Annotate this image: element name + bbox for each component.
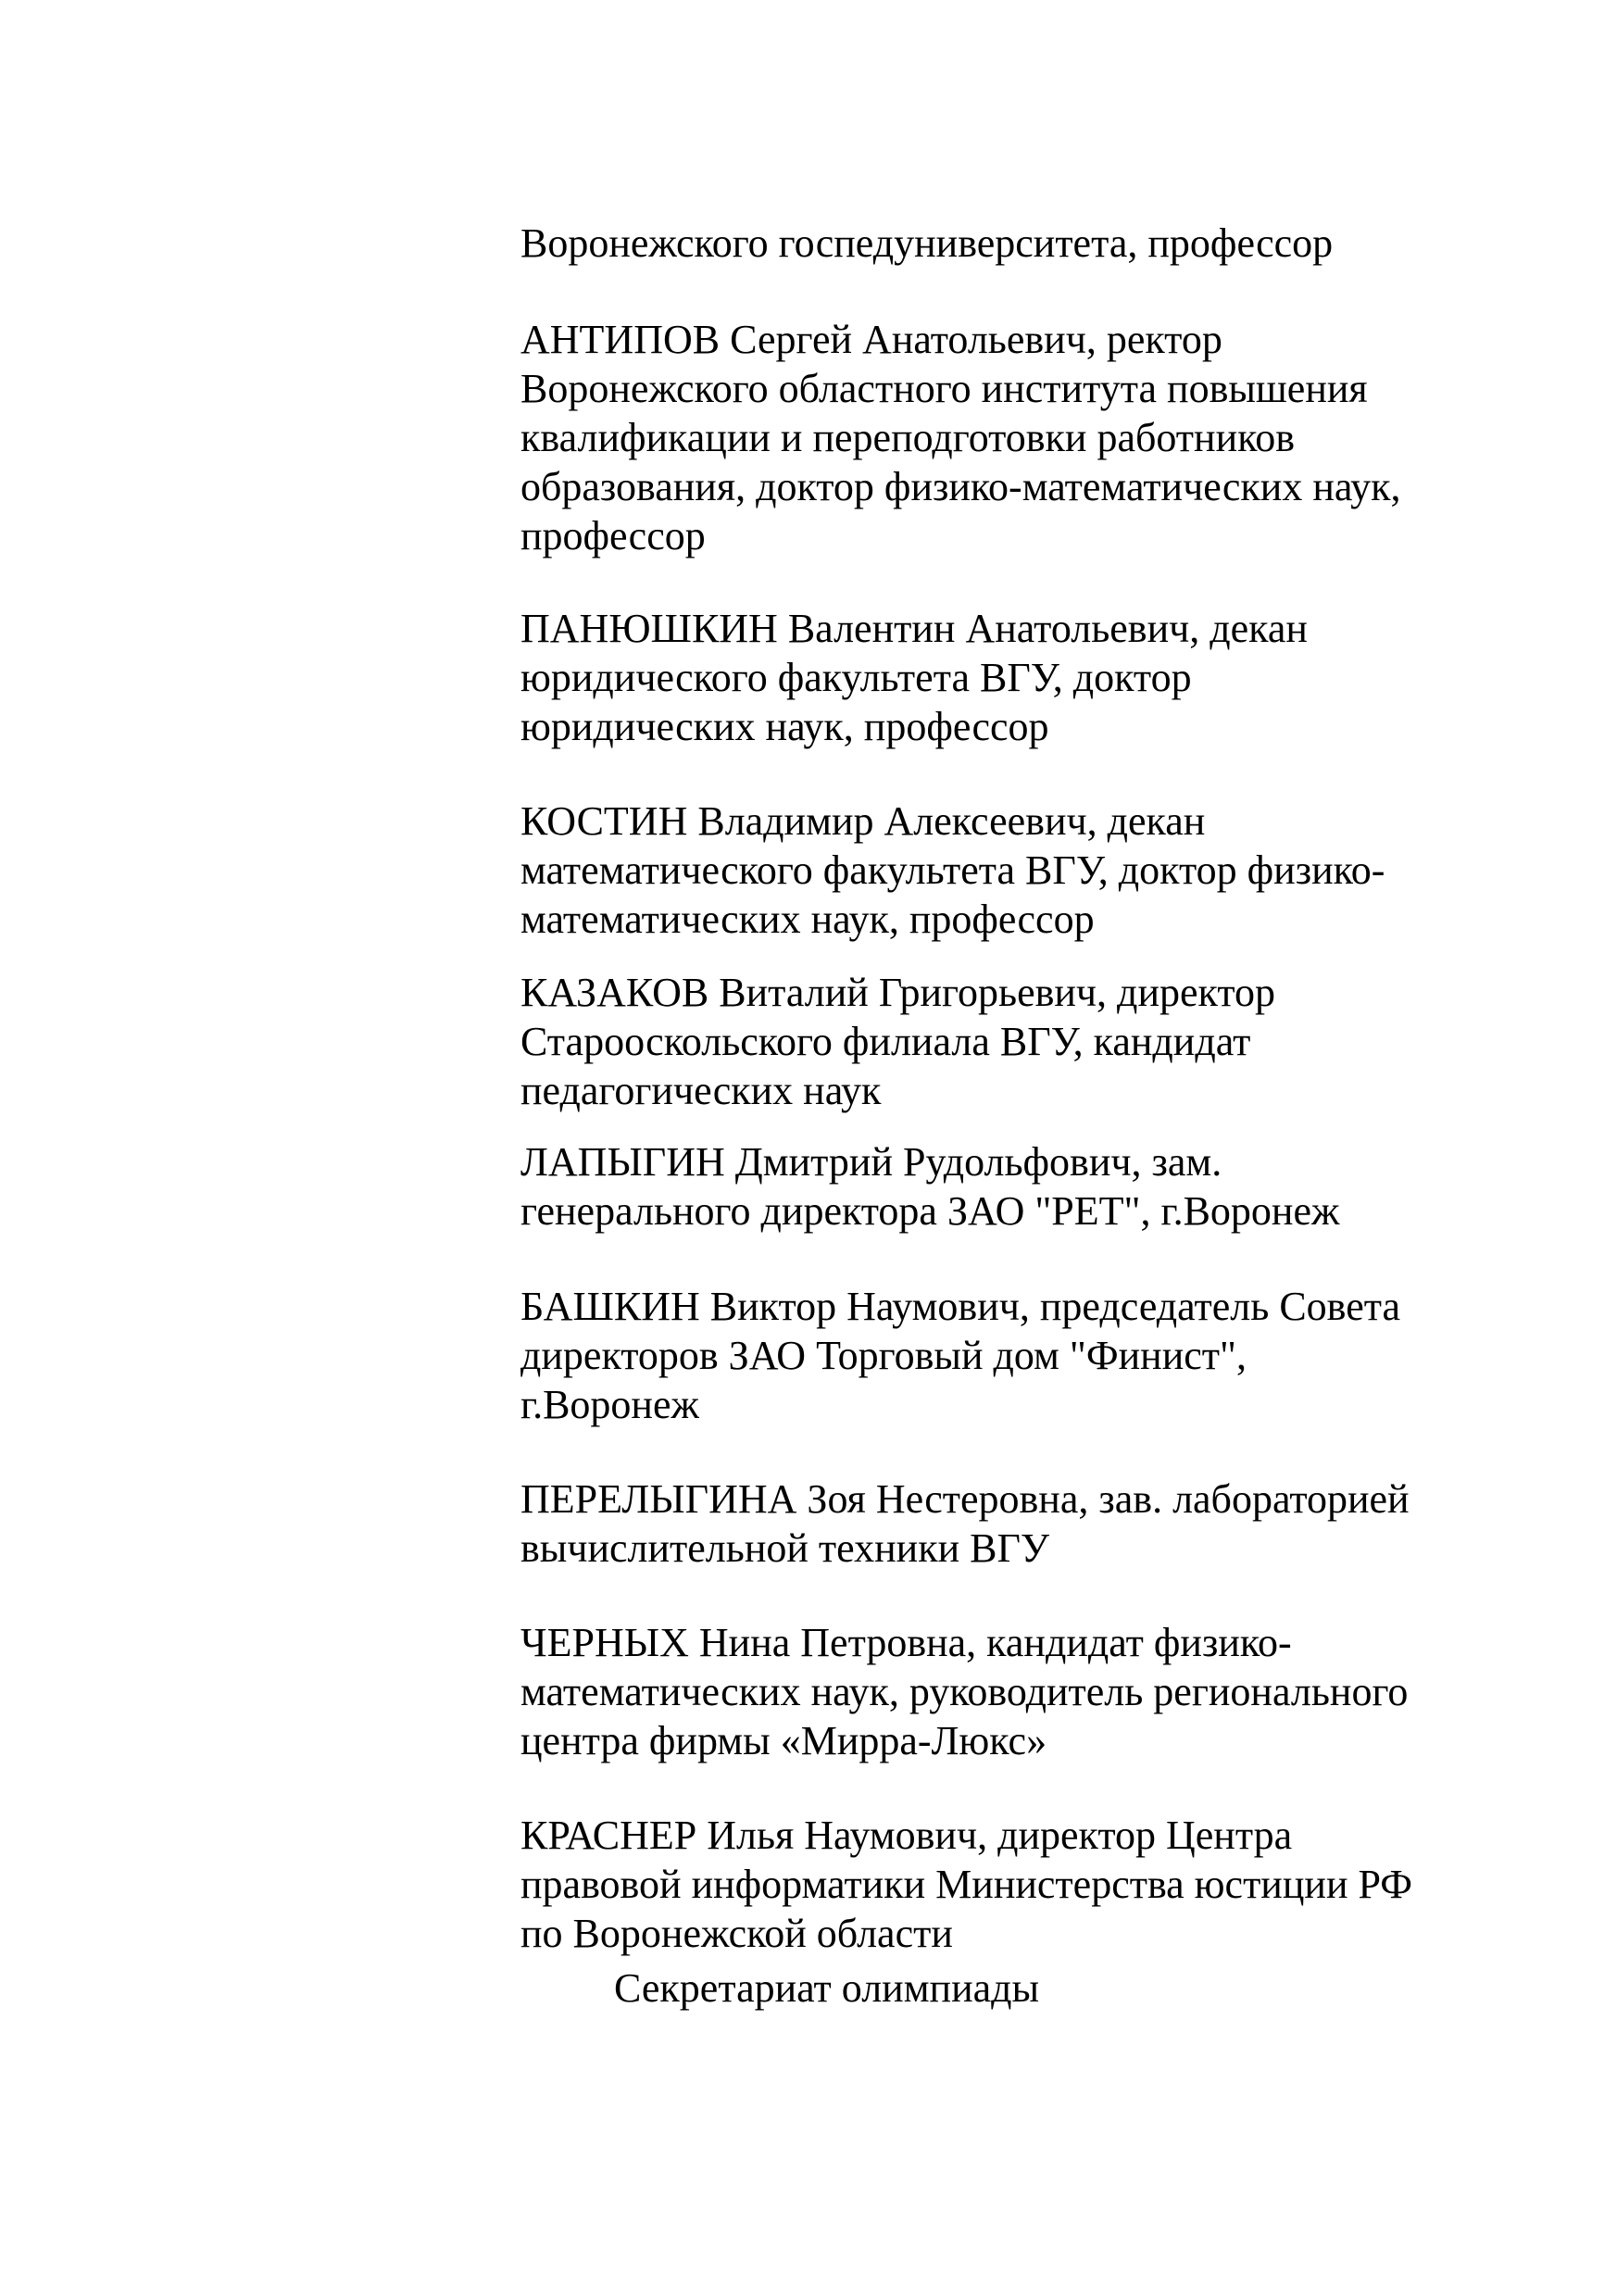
entry-line: юридических наук, профессор <box>520 704 1049 749</box>
entry-line: Воронежского госпедуниверситета, профессор <box>520 220 1334 266</box>
entry-line: АНТИПОВ Сергей Анатольевич, ректор <box>520 317 1222 362</box>
entry-line: ЛАПЫГИН Дмитрий Рудольфович, зам. <box>520 1139 1222 1185</box>
entry-block-kazakov <box>520 968 1484 1115</box>
entry-line: квалификации и переподготовки работников <box>520 415 1296 460</box>
entry-line: математического факультета ВГУ, доктор физико- <box>520 847 1385 893</box>
entry-line: юридического факультета ВГУ, доктор <box>520 655 1192 700</box>
entry-line: ПАНЮШКИН Валентин Анатольевич, декан <box>520 606 1308 651</box>
entry-block-0 <box>520 219 1484 268</box>
entry-line: КОСТИН Владимир Алексеевич, декан <box>520 798 1206 844</box>
entry-line: ЧЕРНЫХ Нина Петровна, кандидат физико- <box>520 1620 1292 1665</box>
entry-line: Воронежского областного института повышения <box>520 366 1368 411</box>
entry-line: правовой информатики Министерства юстиции РФ <box>520 1862 1412 1907</box>
secretariat-signature: Секретариат олимпиады <box>614 1965 1040 2011</box>
entry-line: ПЕРЕЛЫГИНА Зоя Нестеровна, зав. лабораторией <box>520 1476 1410 1522</box>
entry-line: КРАСНЕР Илья Наумович, директор Центра <box>520 1813 1293 1858</box>
entry-line: г.Воронеж <box>520 1382 699 1427</box>
entry-line: БАШКИН Виктор Наумович, председатель Совета <box>520 1284 1401 1329</box>
entry-block-kostin <box>520 797 1484 944</box>
entry-line: КАЗАКОВ Виталий Григорьевич, директор <box>520 970 1275 1015</box>
entry-line: педагогических наук <box>520 1068 882 1113</box>
entry-line: профессор <box>520 513 706 558</box>
entry-line: генерального директора ЗАО "РЕТ", г.Воронеж <box>520 1188 1340 1234</box>
entry-block-panyushkin <box>520 604 1484 751</box>
entry-line: математических наук, руководитель регионального <box>520 1669 1409 1714</box>
entry-block-bashkin <box>520 1282 1484 1429</box>
entry-block-chernykh <box>520 1618 1484 1765</box>
entry-line: математических наук, профессор <box>520 897 1095 942</box>
entry-line: вычислительной техники ВГУ <box>520 1525 1050 1571</box>
entry-block-perelygina <box>520 1474 1484 1573</box>
entry-line: образования, доктор физико-математических наук, <box>520 464 1401 509</box>
entry-block-lapygin <box>520 1137 1484 1236</box>
entry-block-antipov <box>520 315 1484 560</box>
entry-line: центра фирмы «Мирра-Люкс» <box>520 1718 1047 1763</box>
entry-line: Старооскольского филиала ВГУ, кандидат <box>520 1019 1251 1064</box>
entry-line: директоров ЗАО Торговый дом "Финист", <box>520 1333 1247 1378</box>
entry-line: по Воронежской области <box>520 1911 953 1956</box>
entry-block-krasner <box>520 1811 1484 1958</box>
